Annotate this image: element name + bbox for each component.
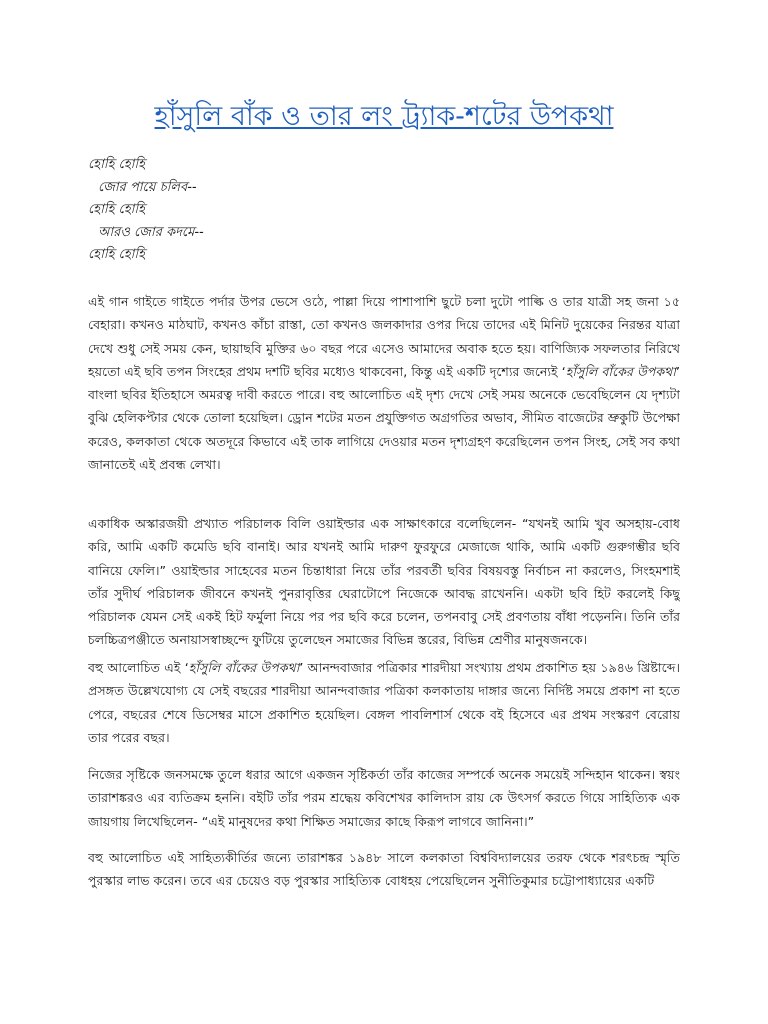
- paragraph-text: এই গান গাইতে গাইতে পর্দার উপর ভেসে ওঠে, পাল্লা দিয়ে পাশাপাশি ছুটে চলা দুটো পাল্কি ও তার যাত্রী সহ জনা ১৫ বেহারা। কখনও মাঠঘাট, কখনও কাঁচা রাস্তা, তো কখনও জলকাদার ওপর দিয়ে তাদের এই মিনিট দুয়েকের নিরন্তর যাত্রা দেখে শুধু সেই সময় কেন, ছায়াছবি মুক্তির ৬০ বছর পরে এসেও আমাদের অবাক হতে হয়। বাণিজ্যিক সফলতার নিরিখে হয়তো এই ছবি তপন সিংহের প্রথম দশটি ছবির মধ্যেও থাকবেনা, কিন্তু এই একটি দৃশ্যের জন্যেই ‘: [88, 294, 680, 379]
- paragraph-text: বহু আলোচিত এই সাহিত্যকীর্তির জন্যে তারাশঙ্কর ১৯৪৮ সালে কলকাতা বিশ্ববিদ্যালয়ের তরফ থেকে শরৎচন্দ্র স্মৃতি পুরস্কার লাভ করেন। তবে এর চেয়েও বড় পুরস্কার সাহিত্যিক বোধহয় পেয়েছিলেন সুনীতিকুমার চট্টোপাধ্যায়ের একটি: [88, 850, 680, 889]
- body-paragraph-5: [88, 846, 680, 894]
- paragraph-text: ’ বাংলা ছবির ইতিহাসে অমরত্ব দাবী করতে পারে। বহু আলোচিত এই দৃশ্য দেখে সেই সময় অনেকে ভেবেছিলেন যে দৃশ্যটা বুঝি হেলিকপ্টার থেকে তোলা হয়েছিল। ড্রোন শটের মতন প্রযুক্তিগত অগ্রগতির অভাব, সীমিত বাজেটের ভ্রুকুটি উপেক্ষা করেও, কলকাতা থেকে অতদূরে কিভাবে এই তাক লাগিয়ে দেওয়ার মতন দৃশ্যগ্রহণ করেছিলেন তপন সিংহ, সেই সব কথা জানাতেই এই প্রবন্ধ লেখা।: [88, 363, 680, 473]
- page-title: হাঁসুলি বাঁক ও তার লং ট্র্যাক-শটের উপকথা: [154, 101, 614, 132]
- paragraph-text: নিজের সৃষ্টিকে জনসমক্ষে তুলে ধরার আগে একজন সৃষ্টিকর্তা তাঁর কাজের সম্পর্কে অনেক সময়েই সন্দিহান থাকেন। স্বয়ং তারাশঙ্করও এর ব্যতিক্রম হননি। বইটি তাঁর পরম শ্রদ্ধেয় কবিশেখর কালিদাস রায় কে উৎসর্গ করতে গিয়ে সাহিত্যিক এক জায়গায় লিখেছিলেন- “এই মানুষদের কথা শিক্ষিত সমাজের কাছে কিরূপ লাগবে জানিনা।”: [88, 767, 680, 829]
- body-paragraph-2: [88, 512, 680, 652]
- book-title-emphasis: হাঁসুলি বাঁকের উপকথা: [565, 363, 676, 379]
- lyric-line: হোহি হোহি: [88, 247, 145, 262]
- lyric-line: আরও জোর কদমে--: [98, 224, 204, 240]
- lyric-line: জোর পায়ে চলিব--: [98, 179, 197, 195]
- body-paragraph-3: [88, 656, 680, 750]
- lyric-line: হোহি হোহি: [88, 157, 145, 172]
- lyric-line: হোহি হোহি: [88, 202, 145, 217]
- paragraph-text: ’ আনন্দবাজার পত্রিকার শারদীয়া সংখ্যায় প্রথম প্রকাশিত হয় ১৯৪৬ খ্রিষ্টাব্দে। প্রসঙ্গত উল্লেখযোগ্য যে সেই বছরের শারদীয়া আনন্দবাজার পত্রিকা কলকাতায় দাঙ্গার জন্যে নির্দিষ্ট সময়ে প্রকাশ না হতে পেরে, বছরের শেষে ডিসেম্বর মাসে প্রকাশিত হয়েছিল। বেঙ্গল পাবলিশার্স থেকে বই হিসেবে এর প্রথম সংস্করণ বেরোয় তার পরের বছর।: [88, 660, 680, 745]
- body-paragraph-4: [88, 763, 680, 833]
- paragraph-text: বহু আলোচিত এই ‘: [88, 660, 189, 675]
- book-title-emphasis: হাঁসুলি বাঁকের উপকথা: [188, 660, 300, 675]
- body-paragraph-1: [88, 290, 680, 525]
- song-lyrics: [88, 154, 688, 267]
- paragraph-text: একাধিক অস্কারজয়ী প্রখ্যাত পরিচালক বিলি ওয়াইল্ডার এক সাক্ষাৎকারে বলেছিলেন- “যখনই আমি খুব অসহায়-বোধ করি, আমি একটি কমেডি ছবি বানাই। আর যখনই আমি দারুণ ফুরফুরে মেজাজে থাকি, আমি একটি গুরুগম্ভীর ছবি বানিয়ে ফেলি।” ওয়াইল্ডার সাহেবের মতন চিন্তাধারা নিয়ে তাঁর পরবর্তী ছবির বিষয়বস্তু নির্বাচন না করলেও, সিংহমশাই তাঁর সুদীর্ঘ পরিচালক জীবনে কখনই পুনরাবৃত্তির ঘেরাটোপে নিজেকে আবদ্ধ রাখেননি। একটা ছবি হিট করলেই কিছু পরিচালক যেমন সেই একই হিট ফর্মুলা নিয়ে পর পর ছবি করে চলেন, তপনবাবু সেই প্রবণতায় বাঁধা পড়েননি। তিনি তাঁর চলচ্চিত্রপঞ্জীতে অনায়াসস্বাচ্ছন্দে ফুটিয়ে তুলেছেন সমাজের বিভিন্ন স্তরের, বিভিন্ন শ্রেণীর মানুষজনকে।: [88, 516, 680, 648]
